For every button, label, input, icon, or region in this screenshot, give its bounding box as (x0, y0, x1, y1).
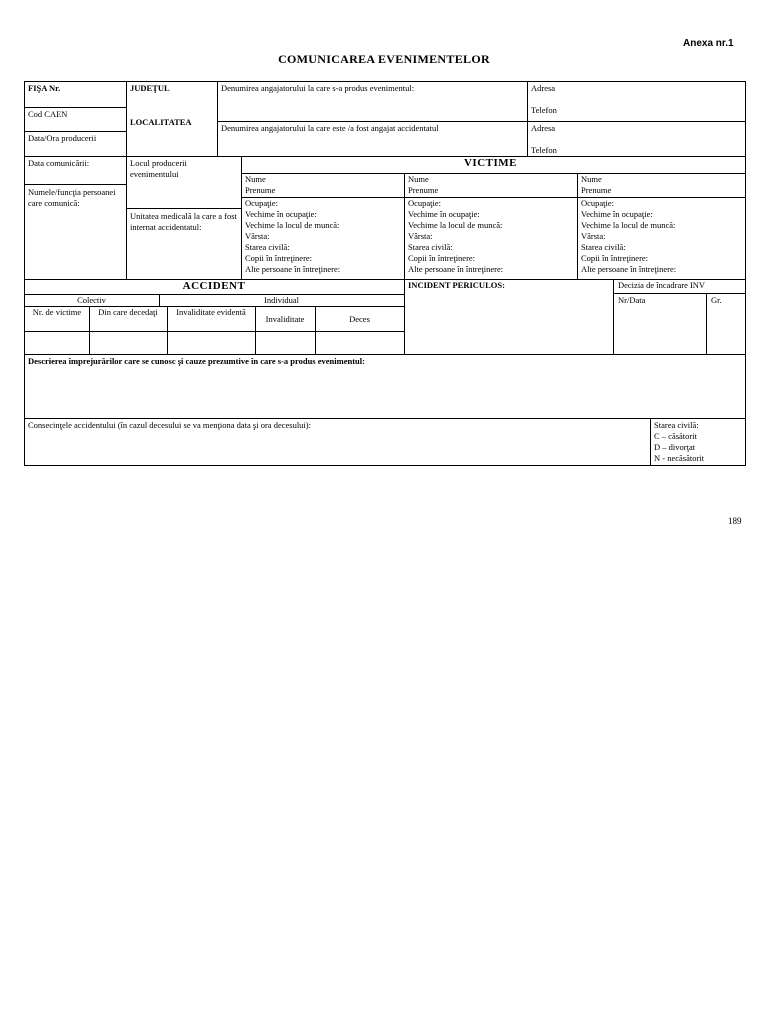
field-starea-civila: Starea civilă: (408, 242, 453, 252)
nr-victime-label: Nr. de victime (32, 307, 82, 317)
invaliditate-label: Invaliditate (265, 314, 305, 324)
victime-header: VICTIME (463, 157, 517, 169)
field-ocupatie: Ocupaţie: (581, 198, 615, 208)
starea-civila-d: D – divorţat (654, 442, 696, 452)
din-care-decedati-label: Din care decedaţi (98, 307, 158, 317)
field-ocupatie: Ocupaţie: (245, 198, 279, 208)
field-alte-persoane: Alte persoane în întreţinere: (581, 264, 677, 274)
victim-nume-label: Nume (408, 174, 429, 184)
employer1-label: Denumirea angajatorului la care s-a produs evenimentul: (221, 83, 415, 93)
employer2-label: Denumirea angajatorului la care este /a fost angajat accidentatul (221, 123, 439, 133)
locul-producerii-label: Locul producerii evenimentului (130, 158, 187, 179)
nume-functia-label: Numele/funcţia persoanei care comunică: (28, 187, 116, 208)
unitatea-medicala-label: Unitatea medicală la care a fost internat accidentatul: (130, 211, 237, 232)
victim-nume-label: Nume (581, 174, 602, 184)
data-ora-label: Data/Ora producerii (28, 133, 97, 143)
field-varsta: Vârsta: (408, 231, 433, 241)
field-copii: Copii în întreţinere: (245, 253, 313, 263)
descriere-label: Descrierea împrejurărilor care se cunosc şi cauze prezumtive în care s-a produs evenimentul: (28, 356, 365, 366)
starea-civila-n: N - necăsătorit (654, 453, 705, 463)
victim-fields (245, 198, 340, 275)
gr-label: Gr. (711, 295, 722, 305)
deces-label: Deces (349, 314, 370, 324)
field-copii: Copii în întreţinere: (581, 253, 649, 263)
starea-civila-c: C – căsătorit (654, 431, 697, 441)
page-number: 189 (728, 516, 742, 526)
field-vechime-loc: Vechime la locul de muncă: (581, 220, 676, 230)
field-varsta: Vârsta: (581, 231, 606, 241)
field-vechime-ocupatie: Vechime în ocupaţie: (581, 209, 653, 219)
data-comunicarii-label: Data comunicării: (28, 158, 90, 168)
accident-header: ACCIDENT (182, 280, 246, 292)
telefon1-label: Telefon (531, 105, 557, 115)
consecinte-label: Consecinţele accidentului (în cazul decesului se va menţiona data şi ora decesului): (28, 420, 311, 430)
victim-prenume-label: Prenume (408, 185, 439, 195)
nr-data-label: Nr/Data (618, 295, 646, 305)
localitatea-label: LOCALITATEA (130, 117, 192, 127)
annex-label: Anexa nr.1 (683, 38, 734, 49)
victim-prenume-label: Prenume (581, 185, 612, 195)
form-title: COMUNICAREA EVENIMENTELOR (278, 52, 490, 66)
incident-periculos-label: INCIDENT PERICULOS: (408, 280, 505, 290)
adresa1-label: Adresa (531, 83, 556, 93)
field-starea-civila: Starea civilă: (245, 242, 290, 252)
telefon2-label: Telefon (531, 145, 557, 155)
field-starea-civila: Starea civilă: (581, 242, 626, 252)
fisa-nr-label: FIŞA Nr. (28, 83, 61, 93)
victim-nume-label: Nume (245, 174, 266, 184)
cod-caen-label: Cod CAEN (28, 109, 68, 119)
field-varsta: Vârsta: (245, 231, 270, 241)
victim-fields (408, 198, 503, 275)
victim-fields (581, 198, 676, 275)
field-vechime-loc: Vechime la locul de muncă: (245, 220, 340, 230)
field-vechime-ocupatie: Vechime în ocupaţie: (245, 209, 317, 219)
starea-civila-legend (654, 420, 704, 464)
field-alte-persoane: Alte persoane în întreţinere: (408, 264, 504, 274)
field-alte-persoane: Alte persoane în întreţinere: (245, 264, 341, 274)
field-vechime-loc: Vechime la locul de muncă: (408, 220, 503, 230)
starea-civila-title: Starea civilă: (654, 420, 699, 430)
field-vechime-ocupatie: Vechime în ocupaţie: (408, 209, 480, 219)
victim-prenume-label: Prenume (245, 185, 276, 195)
adresa2-label: Adresa (531, 123, 556, 133)
decizia-label: Decizia de încadrare INV (618, 280, 706, 290)
judetul-label: JUDEŢUL (130, 83, 170, 93)
colectiv-label: Colectiv (77, 295, 106, 305)
field-ocupatie: Ocupaţie: (408, 198, 442, 208)
invaliditate-evidenta-label: Invaliditate evidentă (176, 307, 246, 317)
field-copii: Copii în întreţinere: (408, 253, 476, 263)
individual-label: Individual (264, 295, 299, 305)
